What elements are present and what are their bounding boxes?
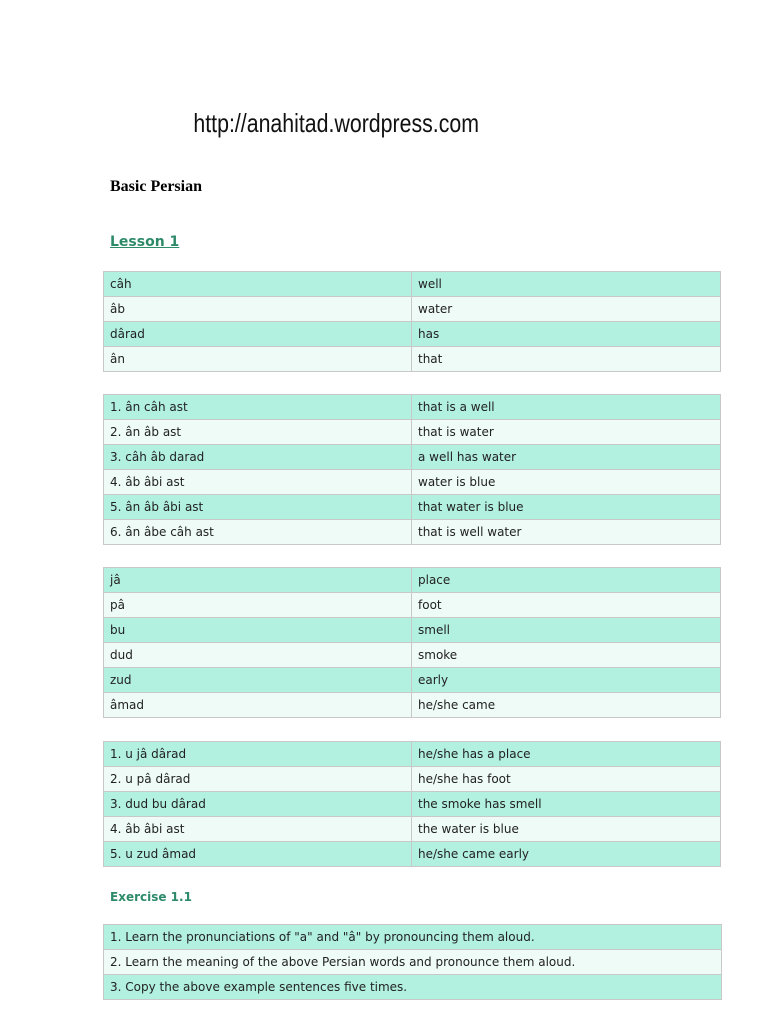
exercise-item: 2. Learn the meaning of the above Persian words and pronounce them aloud. — [104, 950, 722, 975]
persian-cell: jâ — [104, 568, 412, 593]
table-row — [104, 767, 721, 792]
exercise-table — [103, 924, 722, 1000]
persian-cell: 5. u zud âmad — [104, 842, 412, 867]
vocab-table-1 — [103, 271, 721, 372]
sentence-table-2 — [103, 741, 721, 867]
english-cell: early — [412, 668, 721, 693]
table-row — [104, 322, 721, 347]
english-cell: water is blue — [412, 470, 721, 495]
persian-cell: 4. âb âbi ast — [104, 817, 412, 842]
sentence-table-1 — [103, 394, 721, 545]
table-row — [104, 925, 722, 950]
persian-cell: 4. âb âbi ast — [104, 470, 412, 495]
persian-cell: dud — [104, 643, 412, 668]
exercise-item: 3. Copy the above example sentences five times. — [104, 975, 722, 1000]
english-cell: a well has water — [412, 445, 721, 470]
persian-cell: 6. ân âbe câh ast — [104, 520, 412, 545]
table-row — [104, 272, 721, 297]
table-row — [104, 347, 721, 372]
table-row — [104, 593, 721, 618]
vocab-table-2 — [103, 567, 721, 718]
table-row — [104, 792, 721, 817]
persian-cell: 2. u pâ dârad — [104, 767, 412, 792]
persian-cell: 2. ân âb ast — [104, 420, 412, 445]
exercise-heading: Exercise 1.1 — [110, 890, 192, 904]
exercise-item: 1. Learn the pronunciations of "a" and "â" by pronouncing them aloud. — [104, 925, 722, 950]
english-cell: has — [412, 322, 721, 347]
persian-cell: âmad — [104, 693, 412, 718]
persian-cell: dârad — [104, 322, 412, 347]
english-cell: that — [412, 347, 721, 372]
lesson-heading[interactable]: Lesson 1 — [110, 234, 180, 250]
table-row — [104, 495, 721, 520]
table-row — [104, 668, 721, 693]
english-cell: the water is blue — [412, 817, 721, 842]
english-cell: smoke — [412, 643, 721, 668]
table-row — [104, 742, 721, 767]
persian-cell: ân — [104, 347, 412, 372]
table-row — [104, 470, 721, 495]
table-row — [104, 817, 721, 842]
english-cell: place — [412, 568, 721, 593]
english-cell: he/she has foot — [412, 767, 721, 792]
english-cell: well — [412, 272, 721, 297]
table-row — [104, 842, 721, 867]
persian-cell: 1. ân câh ast — [104, 395, 412, 420]
table-row — [104, 975, 722, 1000]
table-row — [104, 520, 721, 545]
english-cell: that water is blue — [412, 495, 721, 520]
english-cell: he/she came — [412, 693, 721, 718]
table-row — [104, 445, 721, 470]
english-cell: the smoke has smell — [412, 792, 721, 817]
persian-cell: câh — [104, 272, 412, 297]
english-cell: water — [412, 297, 721, 322]
english-cell: that is water — [412, 420, 721, 445]
persian-cell: pâ — [104, 593, 412, 618]
english-cell: smell — [412, 618, 721, 643]
persian-cell: bu — [104, 618, 412, 643]
persian-cell: 3. câh âb darad — [104, 445, 412, 470]
persian-cell: âb — [104, 297, 412, 322]
table-row — [104, 395, 721, 420]
table-row — [104, 420, 721, 445]
table-row — [104, 693, 721, 718]
table-row — [104, 950, 722, 975]
table-row — [104, 643, 721, 668]
table-row — [104, 568, 721, 593]
table-row — [104, 618, 721, 643]
document-title: Basic Persian — [110, 178, 202, 195]
english-cell: foot — [412, 593, 721, 618]
persian-cell: 5. ân âb âbi ast — [104, 495, 412, 520]
english-cell: he/she came early — [412, 842, 721, 867]
english-cell: that is well water — [412, 520, 721, 545]
table-row — [104, 297, 721, 322]
persian-cell: zud — [104, 668, 412, 693]
site-url[interactable]: http://anahitad.wordpress.com — [193, 108, 479, 138]
persian-cell: 3. dud bu dârad — [104, 792, 412, 817]
persian-cell: 1. u jâ dârad — [104, 742, 412, 767]
english-cell: he/she has a place — [412, 742, 721, 767]
english-cell: that is a well — [412, 395, 721, 420]
